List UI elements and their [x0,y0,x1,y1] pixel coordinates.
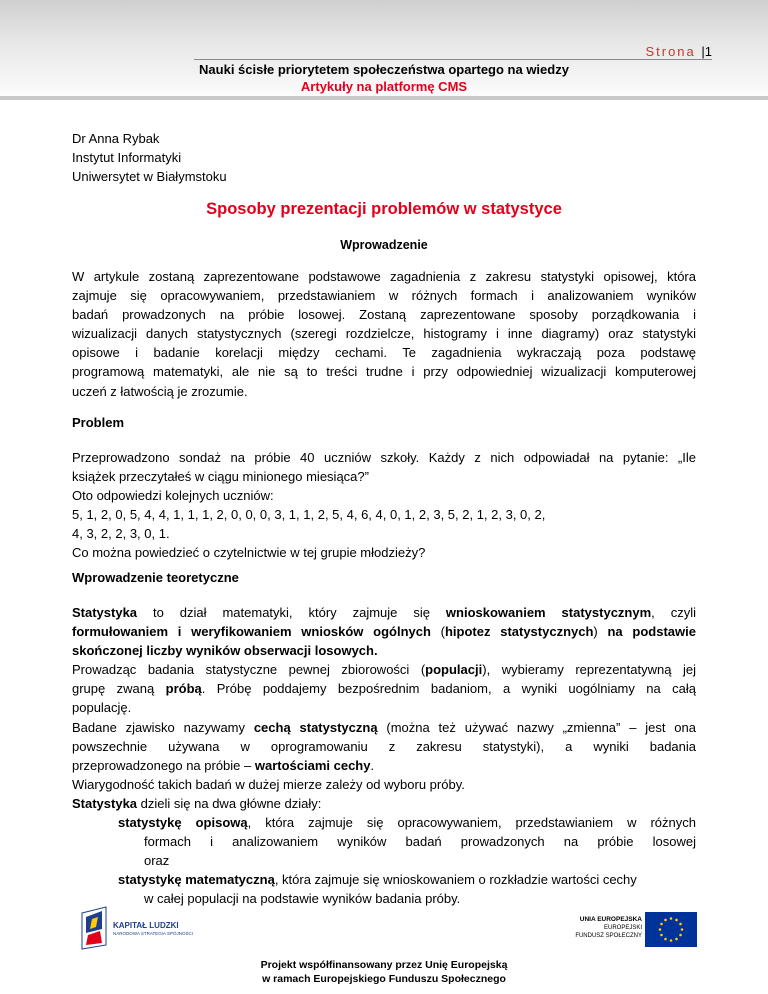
text-line: Co można powiedzieć o czytelnictwie w tej grupie młodzieży? [72,545,426,561]
text-span: ( [430,624,445,640]
text-span: , która zajmuje się opracowywaniem, przedstawianiem w różnych [247,815,696,831]
text-line: populację. [72,700,132,716]
eu-flag-icon [645,912,697,947]
eu-star [679,934,682,937]
term: hipotez statystycznych [444,624,594,640]
author-university: Uniwersytet w Białymstoku [72,169,227,184]
term: populacji [425,662,483,678]
text-line [72,622,696,641]
eu-star [664,938,667,941]
intro-paragraph [72,267,696,401]
term: na podstawie [607,624,696,640]
eu-star [664,919,667,922]
eu-star [679,923,682,926]
term: skończonej liczby wyników obserwacji losowych. [72,643,378,659]
text-span: to dział matematyki, który zajmuje się [137,605,446,620]
theory-paragraph [72,603,696,794]
term: formułowaniem i weryfikowaniem wniosków ogólnych [72,624,431,640]
term: wnioskowaniem statystycznym [445,605,652,620]
problem-heading: Problem [72,415,125,430]
text-span: ), wybieramy reprezentatywną jej [482,662,696,678]
text-line: W artykule zostaną zaprezentowane podstawowe zagadnienia z zakresu statystyki opisowej, która [72,269,696,284]
divisions-paragraph [72,794,696,909]
eu-star [660,923,663,926]
page-number-value: |1 [701,44,712,59]
header-title: Nauki ścisłe priorytetem społeczeństwa opartego na wiedzy [199,62,569,77]
term: Statystyka [72,796,138,811]
intro-heading: Wprowadzenie [340,238,428,252]
eu-star [681,928,684,931]
data-values-line: 4, 3, 2, 2, 3, 0, 1. [72,526,170,542]
text-line: Oto odpowiedzi kolejnych uczniów: [72,488,274,504]
text-span: . Próbę poddajemy bezpośrednim badaniom, a wyniki uogólniamy na całą [201,681,696,697]
text-line: badań prowadzonych na próbie losowej. Zostaną zaprezentowane sposoby porządkowania i [72,307,696,323]
data-values-line: 5, 1, 2, 0, 5, 4, 4, 1, 1, 1, 2, 0, 0, 0, 3, 1, 1, 2, 5, 4, 6, 4, 0, 1, 2, 3, 5, 2, 1, 2, 3, 0, 2, [72,507,546,523]
term: statystykę matematyczną [118,872,275,888]
eu-logo-text [560,916,642,940]
eu-line3: FUNDUSZ SPOŁECZNY [575,933,642,939]
header-rule [194,59,712,60]
text-line: uczeń z łatwością je zrozumie. [72,383,248,399]
text-line [72,794,696,813]
author-name: Dr Anna Rybak [72,131,160,146]
text-line [72,813,696,832]
text-line: oraz [144,853,170,869]
text-line [72,870,696,889]
page-label: Strona [645,44,696,59]
text-line: książek przeczytałeś w ciągu minionego miesiąca?” [72,469,369,485]
eu-line2: EUROPEJSKI [603,925,642,931]
text-line [72,756,696,775]
text-span: (można też używać nazwy „zmienna” – jest ona [377,719,696,735]
author-institute: Instytut Informatyki [72,150,182,165]
theory-heading: Wprowadzenie teoretyczne [72,570,239,585]
header-bottom-edge [0,96,768,100]
text-line: zajmuje się opracowywaniem, przedstawianiem w różnych formach i analizowaniem wyników [72,288,696,304]
page-number [645,44,712,59]
kapital-ludzki-title: KAPITAŁ LUDZKI [113,921,179,930]
text-line [72,641,696,660]
text-line: Wiarygodność takich badań w dużej mierze zależy od wyboru próby. [72,776,465,792]
text-line: wizualizacji danych statystycznych (szeregi rozdzielcze, histogramy i inne diagramy) oraz statystyki [72,326,696,342]
footer-line2: w ramach Europejskiego Funduszu Społecznego [262,973,506,985]
article-title: Sposoby prezentacji problemów w statystyce [206,200,562,218]
term: Statystyka [72,605,138,620]
text-span: , która zajmuje się wnioskowaniem o rozkładzie wartości cechy [274,872,637,888]
eu-star [659,928,662,931]
text-line [72,603,696,622]
text-line: opisowe i badanie korelacji między cechami. Te zagadnienia wykraczają poza podstawę [72,345,696,361]
eu-star [670,917,673,920]
term: wartościami cechy [254,757,371,773]
text-span: Badane zjawisko nazywamy [72,719,254,735]
text-span: , czyli [651,605,696,620]
term: cechą statystyczną [253,719,378,735]
text-line: powszechnie używana w oprogramowaniu z zakresu statystyki), a wyniki badania [72,738,696,754]
eu-star [670,939,673,942]
header-subtitle: Artykuły na platformę CMS [300,79,468,94]
text-span: grupę zwaną [72,681,166,697]
eu-star [675,919,678,922]
text-span: przeprowadzonego na próbie – [72,757,255,773]
author-block [72,129,227,186]
footer-line1: Projekt współfinansowany przez Unię Europejską [260,959,508,971]
eu-star [660,934,663,937]
problem-paragraph [72,448,696,563]
text-line [72,660,696,679]
text-line: programową matematyki, ale nie są to treści trudne i przy odpowiedniej wizualizacji komputerowej [72,364,696,380]
text-span: dzieli się na dwa główne działy: [137,796,322,811]
text-line: Przeprowadzono sondaż na próbie 40 uczniów szkoły. Każdy z nich odpowiadał na pytanie: „Ile [72,450,696,465]
text-span: ) [593,624,608,640]
text-line [72,679,696,698]
text-line [72,718,696,737]
eu-line1: UNIA EUROPEJSKA [579,916,642,923]
text-span: . [370,757,375,773]
text-line: w całej populacji na podstawie wyników badania próby. [144,891,461,907]
kapital-ludzki-subtitle: NARODOWA STRATEGIA SPÓJNOŚCI [113,931,194,936]
term: statystykę opisową [118,815,248,831]
text-line: formach i analizowaniem wyników badań prowadzonych na próbie losowej [144,834,696,850]
term: próbą [165,681,202,697]
eu-star [675,938,678,941]
footer-text [0,958,768,986]
text-span: Prowadząc badania statystyczne pewnej zbiorowości ( [72,662,426,678]
